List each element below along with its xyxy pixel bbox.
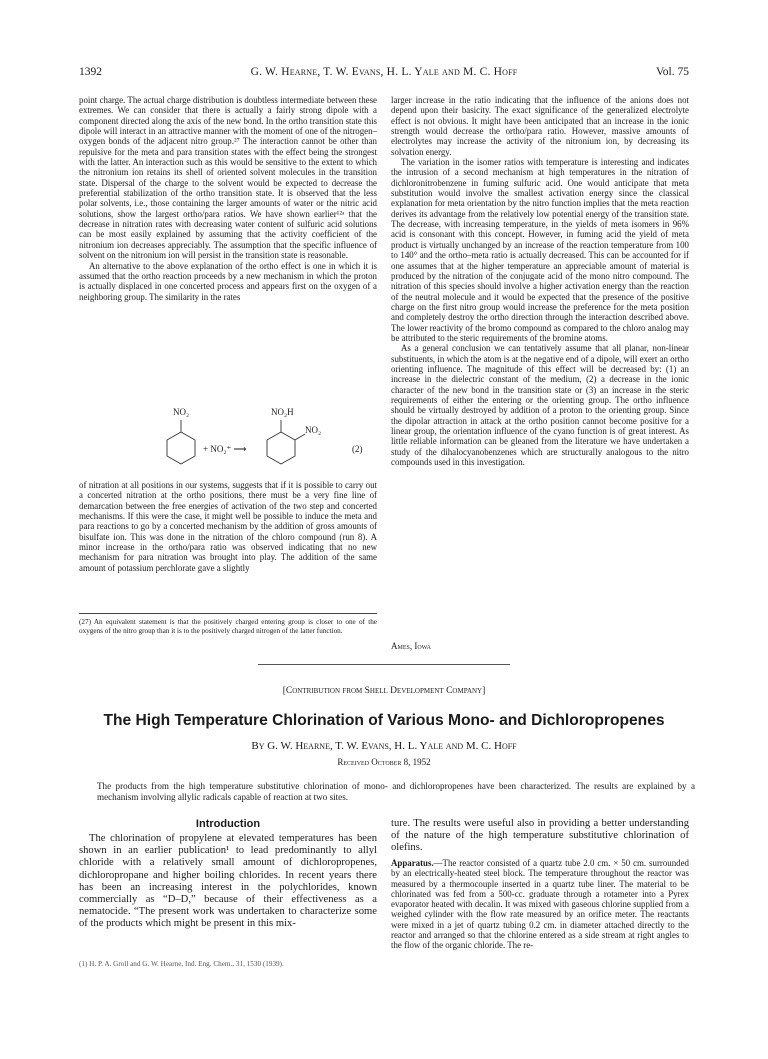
article-separator bbox=[258, 664, 510, 665]
left-column-bottom bbox=[79, 480, 377, 573]
running-header bbox=[79, 66, 689, 80]
byline: By G. W. Hearne, T. W. Evans, H. L. Yale and M. C. Hoff bbox=[251, 740, 517, 752]
substituent-bond bbox=[295, 434, 305, 440]
running-authors: G. W. Hearne, T. W. Evans, H. L. Yale and M. C. Hoff bbox=[250, 66, 518, 78]
received-date: Received October 8, 1952 bbox=[337, 757, 431, 767]
footnote-rule bbox=[79, 613, 377, 614]
apparatus-label: Apparatus. bbox=[391, 858, 434, 868]
paragraph: point charge. The actual charge distribution is doubtless intermediate between these extremes. We can consider that there is actually a fairly strong dipole with a component directed along the axis of the new bond. In the ortho transition state this dipole will interact in an attractive manner with the moment of one of the nitrogen–oxygen bonds of the adjacent nitro group.²⁷ The interaction cannot be other than repulsive for the meta and para transition states with the effect being the strongest with the latter. An interaction such as this would be sensitive to the extent to which the nitronium ion retains its shell of oriented solvent molecules in the transition state. Dispersal of the charge to the solvent would be expected to decrease the preferential stabilization of the ortho transition state. It is observed that the less polar solvents, i.e., those containing the larger amounts of water or the nitric acid solutions, show the largest ortho/para ratios. We have shown earlier¹²ᵃ that the decrease in nitration rates with decreasing water content of sulfuric acid solutions can be most easily explained by assuming that the activity coefficient of the nitronium ion decreases appreciably. The assumption that the specific influence of solvent on the nitronium ion will persist in the transition state is reasonable. bbox=[79, 95, 377, 261]
reaction-equation bbox=[79, 404, 377, 480]
location: Ames, Iowa bbox=[391, 641, 431, 651]
reagent-label: + NO₂⁺ ⟶ bbox=[203, 444, 247, 454]
paragraph: of nitration at all positions in our systems, suggests that if it is possible to carry out a concerted nitration at the ortho positions, there must be a very fine line of demarcation between the free energies of activation of the two step and concerted mechanisms. If this were the case, it might well be possible to induce the meta and para reactions to go by a concerted mechanism by the addition of gross amounts of bisulfate ion. This was done in the nitration of the chloro compound (run 8). A minor increase in the ortho/para ratio was observed indicating that no new mechanism for para nitration was brought into play. The addition of the same amount of potassium perchlorate gave a slightly bbox=[79, 480, 377, 573]
reactant-group-label: NO₂ bbox=[173, 407, 190, 417]
equation-number: (2) bbox=[352, 444, 363, 454]
article-title: The High Temperature Chlorination of Various Mono- and Dichloropropenes bbox=[103, 712, 665, 729]
paragraph: An alternative to the above explanation of the ortho effect is one in which it is assumed that the ortho reaction proceeds by a new mechanism in which the proton is actually displaced in one concerted process and appears first on the oxygen of a neighboring group. The similarity in the rates bbox=[79, 260, 377, 302]
footnote-1: (1) H. P. A. Groll and G. W. Hearne, Ind. Eng. Chem., 31, 1530 (1939). bbox=[79, 960, 284, 968]
introduction-continuation: ture. The results were useful also in providing a better understanding of the nature of the high temperature substitutive chlorination of olefins. bbox=[391, 818, 689, 854]
right-column-top bbox=[391, 95, 689, 467]
paragraph: As a general conclusion we can tentatively assume that all planar, non-linear substituents, in which the atom is at the negative end of a dipole, will exert an ortho orienting influence. The magnitude of this effect will be decreased by: (1) an increase in the dielectric constant of the medium, (2) a decrease in the ionic character of the new bond in the transition state or (3) an increase in the steric requirements of either the entering or the orienting group. The ortho influence should be virtually destroyed by addition of a proton to the orienting group. Since the dipolar attraction in attack at the ortho position cannot become positive for a linear group, the orientation influence of the cyano function is of great interest. As little reliable information can be gleaned from the literature we have undertaken a study of the dihalocyanobenzenes which are structurally analogous to the nitro compounds used in this investigation. bbox=[391, 343, 689, 468]
product-group-side-label: NO₂ bbox=[305, 425, 322, 435]
benzene-ring-reactant bbox=[167, 432, 195, 464]
page-number: 1392 bbox=[79, 66, 102, 78]
abstract: The products from the high temperature substitutive chlorination of mono- and dichloropropenes have been characterized. The results are explained by a mechanism involving allylic radicals capable of reaction at two sites. bbox=[97, 781, 695, 802]
volume-label: Vol. 75 bbox=[655, 66, 689, 78]
paragraph: larger increase in the ratio indicating that the influence of the anions does not depend upon their basicity. The exact significance of the generalized electrolyte effect is not obvious. It might have been anticipated that an increase in the ionic strength would decrease the ortho/para ratio. However, massive amounts of electrolytes may increase the activity of the nitronium ion, by decreasing its solvation energy. bbox=[391, 95, 689, 157]
benzene-ring-product bbox=[267, 432, 295, 464]
product-group-top-label: NO₂H bbox=[271, 407, 294, 417]
introduction-text bbox=[79, 833, 377, 931]
left-column-top bbox=[79, 95, 377, 302]
apparatus-paragraph bbox=[391, 858, 689, 951]
paragraph: The chlorination of propylene at elevated temperatures has been shown in an earlier publication¹ to lead predominantly to allyl chloride with a relatively small amount of dichloropropenes, dichloropropane and higher boiling chlorides. In recent years there has been an increasing interest in the polychlorides, known commercially as “D–D,” because of their effectiveness as a nematocide. “The present work was undertaken to characterize some of the products which might be present in this mix- bbox=[79, 833, 377, 930]
reaction-scheme bbox=[79, 404, 377, 480]
contribution-line: [Contribution from Shell Development Company] bbox=[282, 686, 486, 696]
paragraph: The variation in the isomer ratios with temperature is interesting and indicates the intrusion of a second mechanism at high temperatures in the nitration of dichloronitrobenzene in fuming sulfuric acid. One would anticipate that meta substitution would involve the smallest activation energy since the classical explanation for meta orientation by the nitro function implies that the meta reaction derives its advantage from the relatively low potential energy of the transition state. The decrease, with increasing temperature, in the yields of meta isomers in 96% acid is consonant with this concept. However, in fuming acid the yield of meta product is virtually unchanged by an increase of the reaction temperature from 100 to 140° and the ortho–meta ratio is actually decreased. This can be accounted for if one assumes that at the higher temperature an appreciable amount of material is produced by the nitration of the conjugate acid of the mono nitro compound. The nitration of this species should involve a higher activation energy than the reaction of the neutral molecule and it would be expected that the presence of the positive charge on the first nitro group would increase the preference for the meta position and completely destroy the ortho direction through the interaction described above. The lower reactivity of the bromo compound as compared to the chloro analog may be attributed to the steric requirements of the bromine atoms. bbox=[391, 157, 689, 343]
apparatus-text: —The reactor consisted of a quartz tube 2.0 cm. × 50 cm. surrounded by an electrically-heated steel block. The temperature throughout the reactor was measured by a thermocouple inserted in a quartz tube liner. The material to be chlorinated was fed from a 500-cc. graduate through a rotameter into a Pyrex evaporator heated with decalin. It was mixed with gaseous chlorine supplied from a weighed cylinder with the flow rate measured by an orifice meter. The reactants were mixed in a jet of quartz tubing 0.2 cm. in diameter attached directly to the reactor and arranged so that the chlorine entered as a side stream at right angles to the flow of the organic chloride. The re- bbox=[391, 858, 689, 951]
footnote-27: (27) An equivalent statement is that the positively charged entering group is closer to one of the oxygens of the nitro group than it is to the positively charged nitrogen of the latter function. bbox=[79, 618, 377, 635]
section-heading: Introduction bbox=[195, 818, 261, 830]
